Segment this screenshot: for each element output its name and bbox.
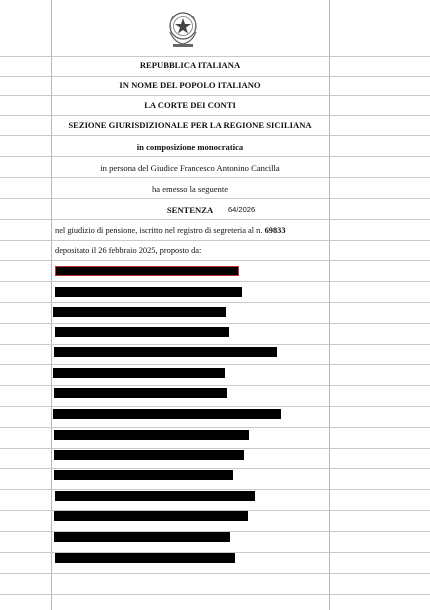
row-line (0, 76, 430, 77)
row-line (0, 323, 430, 324)
row-line (0, 406, 430, 407)
row-line (0, 448, 430, 449)
redacted-text-bar (54, 450, 244, 460)
header-republic: REPUBBLICA ITALIANA (139, 60, 241, 70)
row-line (0, 56, 430, 57)
redacted-text-bar (54, 430, 249, 440)
redacted-text-bar (55, 553, 235, 563)
row-line (0, 364, 430, 365)
redacted-text-bar (54, 511, 248, 521)
right-margin-line (329, 0, 330, 610)
header-people: IN NOME DEL POPOLO ITALIANO (119, 80, 261, 90)
row-line (0, 95, 430, 96)
header-section: SEZIONE GIURISDIZIONALE PER LA REGIONE SICILIANA (68, 120, 312, 130)
redacted-text-bar (53, 409, 281, 419)
row-line (0, 156, 430, 157)
row-line (0, 115, 430, 116)
row-line (0, 240, 430, 241)
header-composition: in composizione monocratica (136, 142, 244, 152)
header-judge: in persona del Giudice Francesco Antonino Cancilla (100, 163, 280, 173)
sentenza-number: 64/2026 (228, 205, 256, 214)
sentenza-title (51, 205, 329, 216)
redacted-text-bar (53, 368, 225, 378)
row-line (0, 198, 430, 199)
registry-text: nel giudizio di pensione, iscritto nel registro di segreteria al n. (55, 226, 263, 235)
redacted-text-bar (54, 470, 233, 480)
row-line (0, 302, 430, 303)
registry-number: 69833 (264, 226, 286, 235)
row-line (0, 219, 430, 220)
redacted-text-bar (55, 491, 255, 501)
deposit-line: depositato il 26 febbraio 2025, proposto da: (55, 246, 202, 255)
row-line (0, 177, 430, 178)
row-line (0, 281, 430, 282)
redacted-text-bar (54, 347, 277, 357)
redacted-text-bar (55, 266, 239, 276)
left-margin-line (51, 0, 52, 610)
row-line (0, 135, 430, 136)
redacted-text-bar (54, 532, 230, 542)
row-line (0, 427, 430, 428)
row-line (0, 260, 430, 261)
redacted-text-bar (55, 327, 229, 337)
redacted-text-bar (54, 388, 227, 398)
header-issued: ha emesso la seguente (151, 184, 229, 194)
sentenza-label: SENTENZA (166, 205, 214, 215)
header-court: LA CORTE DEI CONTI (144, 100, 236, 110)
row-line (0, 468, 430, 469)
redacted-text-bar (55, 287, 242, 297)
registry-line (55, 225, 330, 236)
row-line (0, 344, 430, 345)
emblem-of-italy-icon (165, 8, 201, 50)
redacted-text-bar (53, 307, 226, 317)
row-line (0, 594, 430, 595)
row-line (0, 489, 430, 490)
row-line (0, 385, 430, 386)
row-line (0, 573, 430, 574)
